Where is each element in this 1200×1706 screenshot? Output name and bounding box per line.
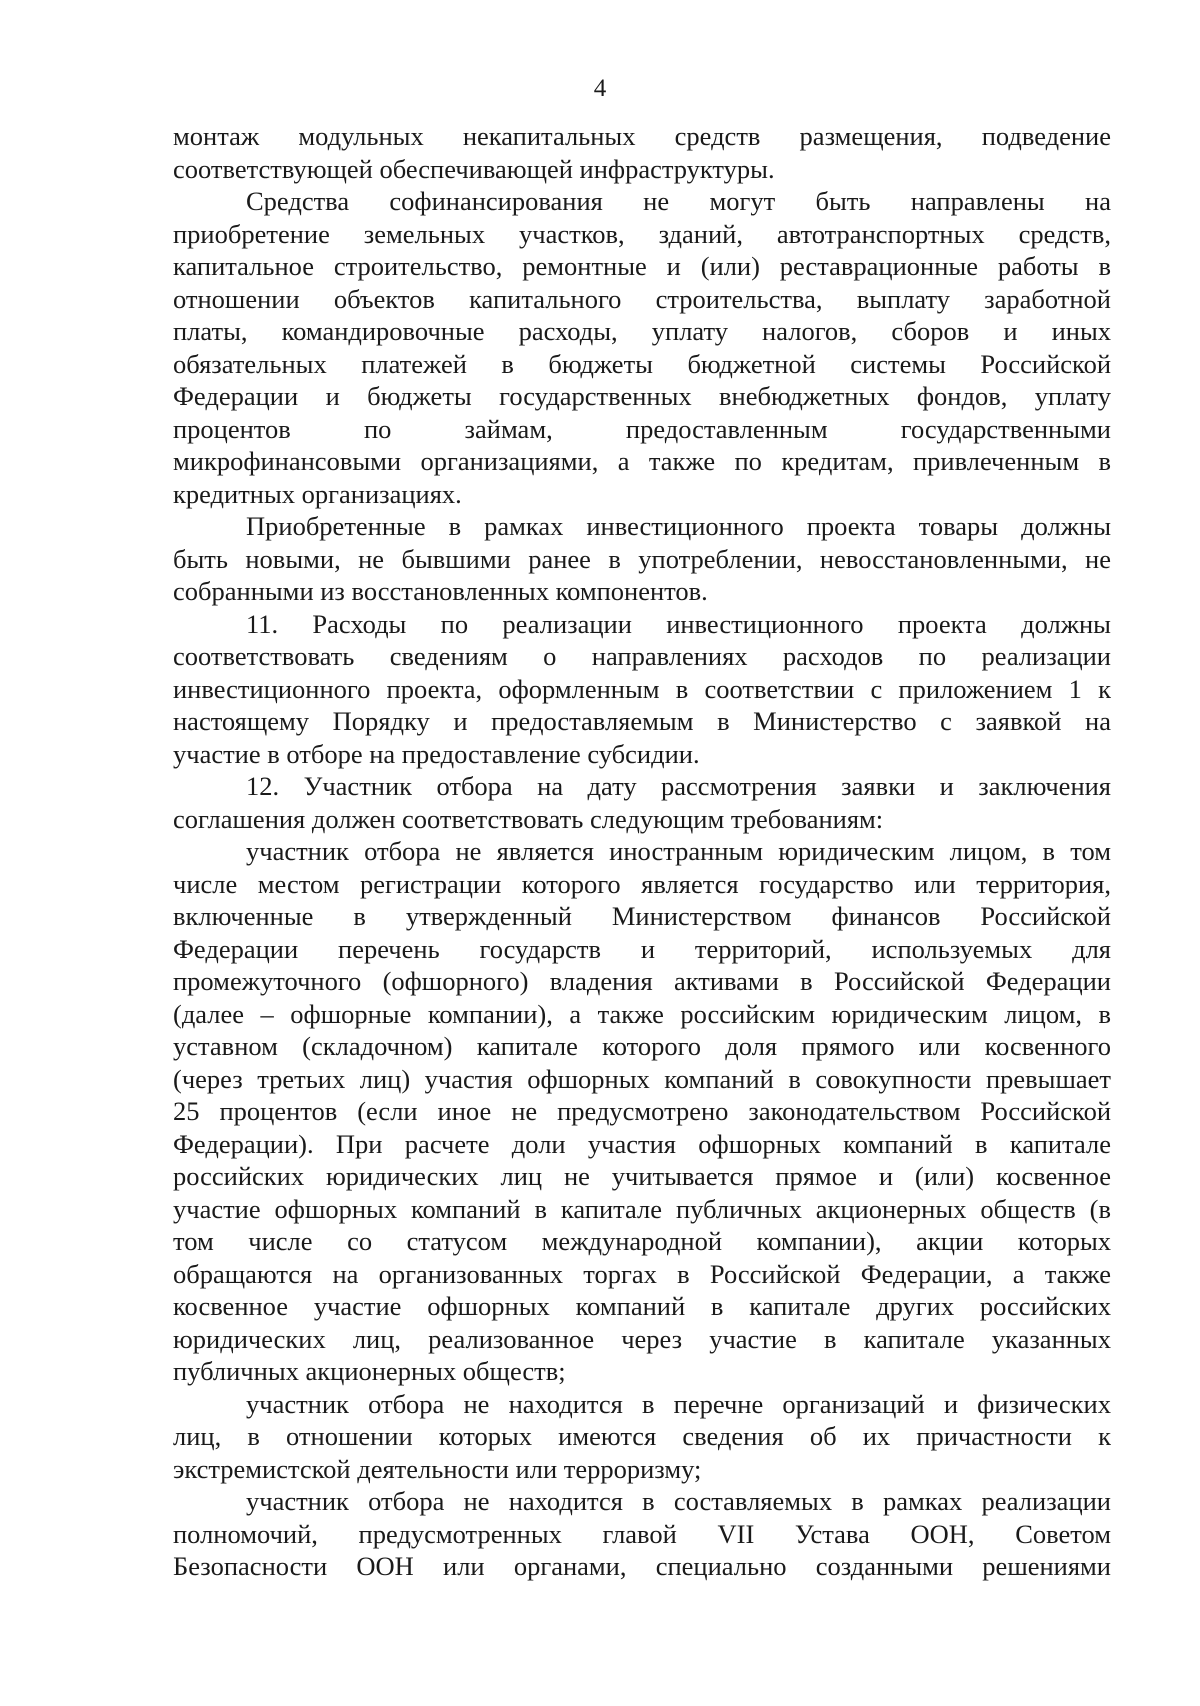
paragraph [173, 185, 1111, 510]
text-line: кредитных организациях. [173, 478, 462, 509]
text-line: Федерации перечень государств и территорий, используемых для [173, 933, 1111, 964]
text-line: публичных акционерных обществ; [173, 1356, 566, 1386]
paragraph [173, 608, 1111, 771]
text-line: участник отбора не является иностранным юридическим лицом, в том [246, 836, 1111, 866]
text-line: Средства софинансирования не могут быть направлены на [246, 186, 1111, 216]
text-line: экстремистской деятельности или терроризму; [173, 1453, 702, 1484]
text-line: участник отбора не находится в перечне организаций и физических [246, 1388, 1111, 1419]
text-line: участник отбора не находится в составляемых в рамках реализации [246, 1486, 1111, 1516]
text-line: быть новыми, не бывшими ранее в употреблении, невосстановленными, не [173, 543, 1111, 574]
text-line: соответствовать сведениям о направлениях расходов по реализации [173, 641, 1111, 671]
page-number: 4 [593, 75, 607, 102]
text-line: соответствующей обеспечивающей инфраструктуры. [173, 153, 775, 184]
text-line: монтаж модульных некапитальных средств размещения, подведение [173, 121, 1111, 151]
text-line: настоящему Порядку и предоставляемым в Министерство с заявкой на [173, 706, 1111, 736]
text-line: 12. Участник отбора на дату рассмотрения заявки и заключения [246, 771, 1111, 801]
text-line: капитальное строительство, ремонтные и (или) реставрационные работы в [173, 251, 1111, 281]
text-line: 25 процентов (если иное не предусмотрено законодательством Российской [173, 1096, 1111, 1126]
text-line: обращаются на организованных торгах в Российской Федерации, а также [173, 1258, 1111, 1289]
paragraph [173, 835, 1111, 1388]
text-line: юридических лиц, реализованное через участие в капитале указанных [173, 1323, 1111, 1354]
text-line: числе местом регистрации которого является государство или территория, [173, 868, 1111, 899]
text-line: Федерации и бюджеты государственных внебюджетных фондов, уплату [173, 381, 1111, 411]
text-line: микрофинансовыми организациями, а также по кредитам, привлеченным в [173, 446, 1111, 476]
text-line: приобретение земельных участков, зданий, автотранспортных средств, [173, 218, 1111, 249]
text-line: российских юридических лиц не учитывается прямое и (или) косвенное [173, 1161, 1111, 1191]
paragraph [173, 510, 1111, 608]
text-line: косвенное участие офшорных компаний в капитале других российских [173, 1291, 1111, 1321]
text-line: собранными из восстановленных компонентов. [173, 576, 708, 606]
text-line: (через третьих лиц) участия офшорных компаний в совокупности превышает [173, 1063, 1111, 1094]
text-line: инвестиционного проекта, оформленным в соответствии с приложением 1 к [173, 673, 1111, 704]
text-line: Федерации). При расчете доли участия офшорных компаний в капитале [173, 1128, 1111, 1159]
text-line: промежуточного (офшорного) владения активами в Российской Федерации [173, 966, 1111, 996]
text-line: соглашения должен соответствовать следующим требованиям: [173, 803, 884, 834]
paragraph [173, 770, 1111, 835]
text-line: обязательных платежей в бюджеты бюджетной системы Российской [173, 348, 1111, 379]
text-line: участие офшорных компаний в капитале публичных акционерных обществ (в [173, 1193, 1111, 1224]
text-line: участие в отборе на предоставление субсидии. [173, 738, 700, 769]
text-line: лиц, в отношении которых имеются сведения об их причастности к [173, 1421, 1111, 1451]
paragraph [173, 120, 1111, 185]
text-line: Безопасности ООН или органами, специально созданными решениями [173, 1551, 1111, 1581]
text-line: том числе со статусом международной компании), акции которых [173, 1226, 1111, 1256]
text-line: отношении объектов капитального строительства, выплату заработной [173, 283, 1111, 314]
text-line: 11. Расходы по реализации инвестиционного проекта должны [246, 608, 1111, 639]
paragraph [173, 1485, 1111, 1583]
text-line: процентов по займам, предоставленным государственными [173, 413, 1111, 444]
text-line: включенные в утвержденный Министерством финансов Российской [173, 901, 1111, 931]
text-line: уставном (складочном) капитале которого доля прямого или косвенного [173, 1031, 1111, 1061]
text-line: платы, командировочные расходы, уплату налогов, сборов и иных [173, 316, 1111, 346]
text-line: полномочий, предусмотренных главой VII Устава ООН, Советом [173, 1518, 1111, 1549]
text-line: (далее – офшорные компании), а также российским юридическим лицом, в [173, 998, 1111, 1029]
text-line: Приобретенные в рамках инвестиционного проекта товары должны [246, 511, 1111, 541]
paragraph [173, 1388, 1111, 1486]
document-body [173, 120, 1111, 1583]
